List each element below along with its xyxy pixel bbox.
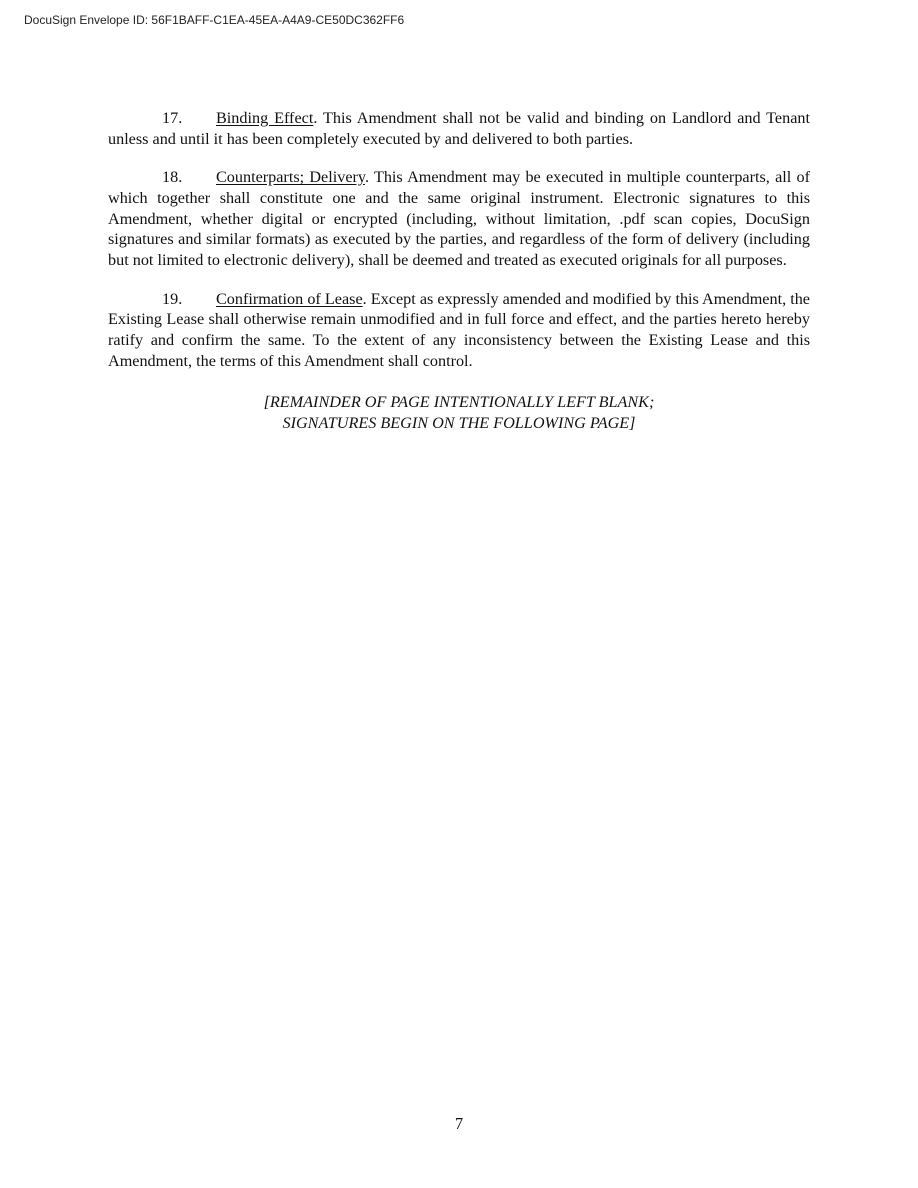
section-text: . This Amendment shall not be valid and binding on Landlord and Tenant unless and until it has been completely executed by and delivered to both parties. — [108, 109, 810, 148]
section-17 — [108, 108, 810, 150]
section-heading: Binding Effect — [216, 109, 314, 127]
section-text: . This Amendment may be executed in multiple counterparts, all of which together shall constitute one and the same original instrument. Electronic signatures to this Amendment, whether digital or encrypted (including, without limitation, .pdf scan copies, DocuSign signatures and similar formats) as executed by the parties, and regardless of the form of delivery (including but not limited to electronic delivery), shall be deemed and treated as executed originals for all purposes. — [108, 168, 810, 270]
section-number: 17. — [162, 109, 183, 127]
section-19 — [108, 289, 810, 372]
section-18 — [108, 167, 810, 271]
section-text: . Except as expressly amended and modified by this Amendment, the Existing Lease shall otherwise remain unmodified and in full force and effect, and the parties hereto hereby ratify and confirm the same. To the extent of any inconsistency between the Existing Lease and this Amendment, the terms of this Amendment shall control. — [108, 289, 810, 370]
docusign-envelope-id: DocuSign Envelope ID: 56F1BAFF-C1EA-45EA-A4A9-CE50DC362FF6 — [24, 13, 405, 27]
section-number: 19. — [162, 289, 183, 308]
section-heading: Confirmation of Lease — [216, 289, 363, 308]
document-body — [108, 108, 810, 434]
remainder-line-2: SIGNATURES BEGIN ON THE FOLLOWING PAGE] — [282, 413, 636, 432]
remainder-notice — [108, 392, 810, 434]
page-number: 7 — [454, 1114, 464, 1133]
section-number: 18. — [162, 168, 183, 187]
section-heading: Counterparts; Delivery — [216, 168, 365, 187]
remainder-line-1: [REMAINDER OF PAGE INTENTIONALLY LEFT BLANK; — [263, 392, 655, 411]
